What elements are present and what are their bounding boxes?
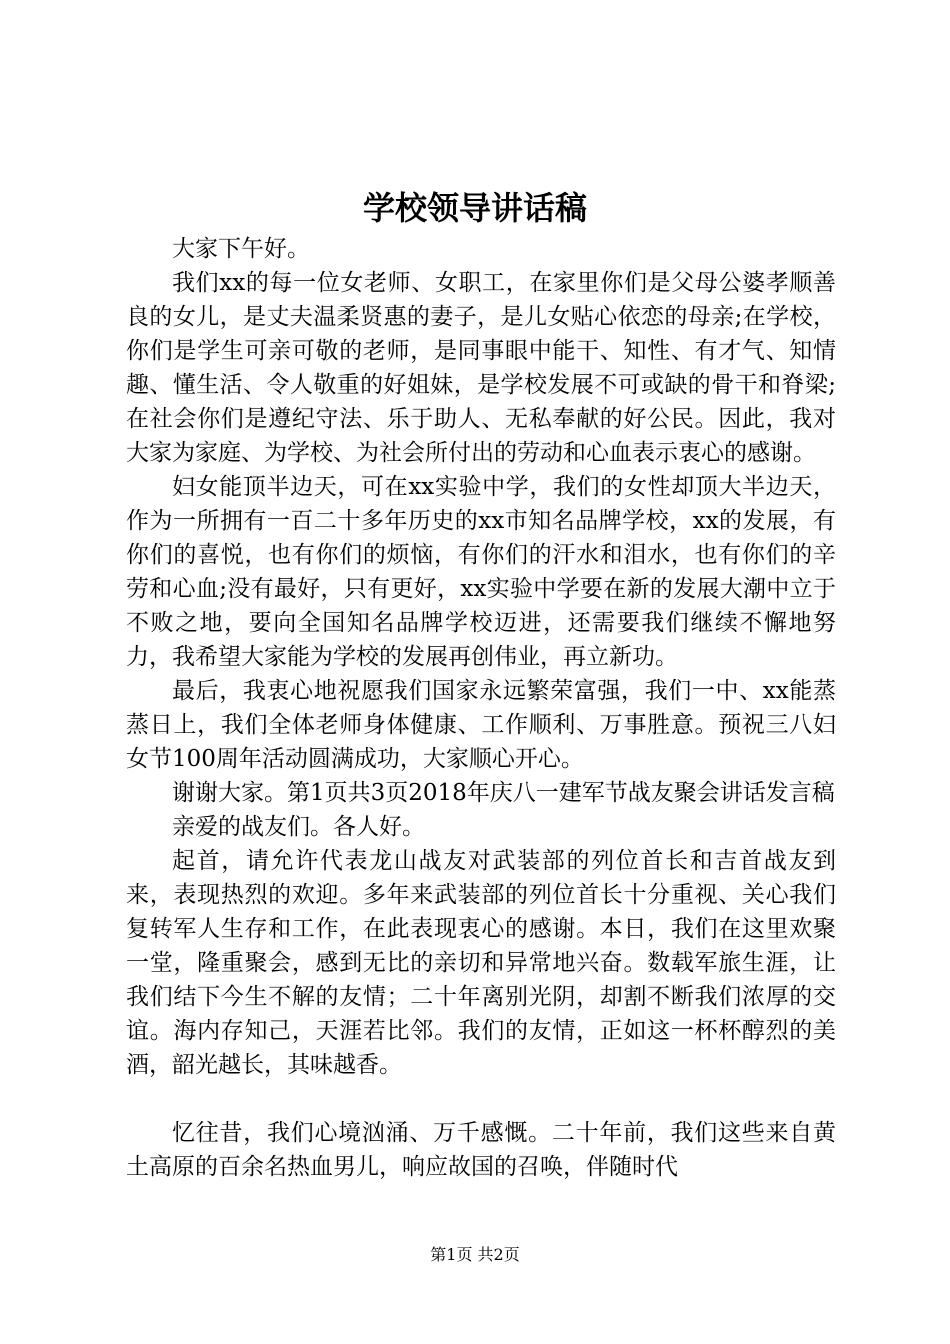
paragraph-greeting: 大家下午好。 <box>172 236 310 262</box>
page-footer: 第1页 共2页 <box>430 1245 520 1264</box>
paragraph-closing-wishes: 最后，我衷心地祝愿我们国家永远繁荣富强，我们一中、xx能蒸蒸日上，我们全体老师身体健康、工作顺利、万事胜意。预祝三八妇女节100周年活动圆满成功，大家顺心开心。 <box>126 678 836 772</box>
paragraph-thanks-staff: 我们xx的每一位女老师、女职工，在家里你们是父母公婆孝顺善良的女儿，是丈夫温柔贤惠的妻子，是儿女贴心依恋的母亲;在学校，你们是学生可亲可敬的老师，是同事眼中能干、知性、有才气、知情趣、懂生活、令人敬重的好姐妹，是学校发展不可或缺的骨干和脊梁;在社会你们是遵纪守法、乐于助人、无私奉献的好公民。因此，我对大家为家庭、为学校、为社会所付出的劳动和心血表示衷心的感谢。 <box>126 270 836 466</box>
document-body <box>126 232 836 1184</box>
paragraph-welcome: 起首，请允许代表龙山战友对武装部的列位首长和吉首战友到来，表现热烈的欢迎。多年来武装部的列位首长十分重视、关心我们复转军人生存和工作，在此表现衷心的感谢。本日，我们在这里欢聚一堂，隆重聚会，感到无比的亲切和异常地兴奋。数载军旅生涯，让我们结下今生不解的友情；二十年离别光阴，却割不断我们浓厚的交谊。海内存知己，天涯若比邻。我们的友情，正如这一杯杯醇烈的美酒，韶光越长，其味越香。 <box>126 848 836 1078</box>
paragraph-thank-you-next-title: 谢谢大家。第1页共3页2018年庆八一建军节战友聚会讲话发言稿 <box>172 780 835 806</box>
paragraph-comrades-greeting: 亲爱的战友们。各人好。 <box>172 814 425 840</box>
document-title: 学校领导讲话稿 <box>362 189 587 227</box>
paragraph-memories: 忆往昔，我们心境汹涌、万千感慨。二十年前，我们这些来自黄土高原的百余名热血男儿，响应故国的召唤，伴随时代 <box>126 1120 836 1180</box>
paragraph-women-half-sky: 妇女能顶半边天，可在xx实验中学，我们的女性却顶大半边天，作为一所拥有一百二十多年历史的xx市知名品牌学校，xx的发展，有你们的喜悦，也有你们的烦恼，有你们的汗水和泪水，也有你们的辛劳和心血;没有最好，只有更好，xx实验中学要在新的发展大潮中立于不败之地，要向全国知名品牌学校迈进，还需要我们继续不懈地努力，我希望大家能为学校的发展再创伟业，再立新功。 <box>126 474 836 670</box>
